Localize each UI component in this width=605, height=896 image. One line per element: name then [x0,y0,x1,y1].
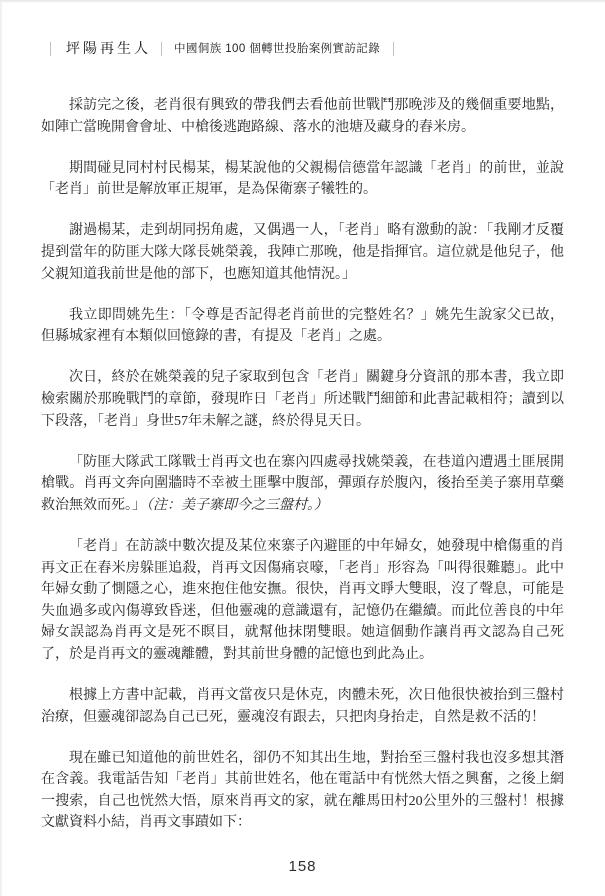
running-header [44,38,400,58]
paragraph-3 [41,220,564,285]
book-title: 坪陽再生人 [66,42,152,57]
paragraph-text: 根據上方書中記載，肖再文當夜只是休克，肉體未死，次日他很快被抬到三盤村治療，但靈魂卻認為自己已死，靈魂沒有跟去，只把肉身抬走，自然是救不活的！ [41,687,564,725]
paragraph-1 [41,95,564,138]
header-separator-mid: ｜ [155,40,169,58]
paragraph-6-book-quote [41,452,564,517]
paragraph-note: （注：美子寨即今之三盤村。） [146,497,328,513]
scan-edge-left [0,0,3,896]
paragraph-9 [41,748,564,834]
page-body [41,95,564,834]
paragraph-text: 次日，終於在姚榮義的兒子家取到包含「老肖」關鍵身分資訊的那本書，我立即檢索關於那晚戰鬥的章節，發現昨日「老肖」所述戰鬥細節和此書記載相符；讀到以下段落，「老肖」身世57年未解之謎，終於得見天日。 [41,370,564,429]
header-separator-left: ｜ [44,40,58,58]
book-subtitle: 中國侗族 100 個轉世投胎案例實訪記錄 [174,43,381,55]
header-separator-right: ｜ [387,40,401,58]
paragraph-text: 「防匪大隊武工隊戰士肖再文也在寨內四處尋找姚榮義，在巷道內遭遇土匪展開槍戰。肖再文奔向圍牆時不幸被土匪擊中腹部，彈頭存於腹內，後抬至美子寨用草藥救治無效而死。」 [41,454,564,513]
paragraph-text: 我立即問姚先生：「令尊是否記得老肖前世的完整姓名？」姚先生說家父已故，但縣城家裡有本類似回憶錄的書，有提及「老肖」之處。 [41,307,564,345]
paragraph-5 [41,367,564,432]
paragraph-text: 期間碰見同村村民楊某，楊某說他的父親楊信德當年認識「老肖」的前世，並說「老肖」前世是解放軍正規軍，是為保衛寨子犧牲的。 [41,160,564,198]
paragraph-4 [41,305,564,348]
scan-edge-top [0,0,605,3]
paragraph-7 [41,536,564,666]
paragraph-2 [41,158,564,201]
paragraph-text: 謝過楊某，走到胡同拐角處，又偶遇一人，「老肖」略有激動的說：「我剛才反覆提到當年的防匪大隊大隊長姚榮義，我陣亡那晚，他是指揮官。這位就是他兒子，他父親知道我前世是他的部下，也應知道其他情況。」 [41,223,564,282]
paragraph-text: 採訪完之後，老肖很有興致的帶我們去看他前世戰鬥那晚涉及的幾個重要地點，如陣亡當晚開會會址、中槍後逃跑路線、落水的池塘及藏身的舂米房。 [41,98,564,135]
paragraph-8 [41,685,564,728]
paragraph-text: 「老肖」在訪談中數次提及某位來寨子內避匪的中年婦女，她發現中槍傷重的肖再文正在舂米房躲匪追殺，肖再文因傷痛哀嚎，「老肖」形容為「叫得很難聽」。此中年婦女動了惻隱之心，進來抱住他安撫。很快，肖再文睜大雙眼，沒了聲息，可能是失血過多或內傷導致昏迷，但他靈魂的意識還有，記憶仍在繼續。而此位善良的中年婦女誤認為肖再文是死不瞑目，就幫他抹閉雙眼。她這個動作讓肖再文認為自己死了，於是肖再文的靈魂離體，對其前世身體的記憶也到此為止。 [41,538,564,662]
page-number: 158 [288,858,317,875]
paragraph-text: 現在雖已知道他的前世姓名，卻仍不知其出生地，對抬至三盤村我也沒多想其潛在含義。我電話告知「老肖」其前世姓名，他在電話中有恍然大悟之興奮，之後上網一搜索，自己也恍然大悟，原來肖再文的家，就在離馬田村20公里外的三盤村！根據文獻資料小結，肖再文事蹟如下： [41,750,564,831]
